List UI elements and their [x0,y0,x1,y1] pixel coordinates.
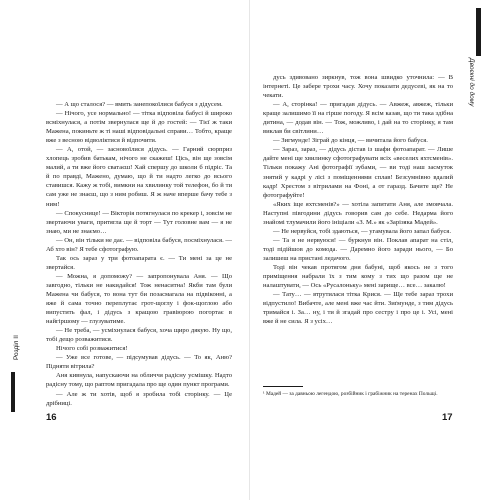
left-paragraph: — Але ж ти хотів, щоб я зробила тобі сторінку. — Це дрібниці. [46,390,232,407]
right-page-number: 17 [442,412,453,423]
footnote: ¹ Мадей — за давньою легендою, розбійник і грабіжник на теренах Польщі. [263,391,438,397]
left-paragraph: — Уже все готове, — підсумував дідусь. — То як, Аню? Підняти вітрила? [46,354,232,371]
footnote-rule [263,386,303,387]
left-page-text [46,100,232,408]
right-paragraph: — Не нервуйся, тобі здаються, — угамувала його запал бабуся. [273,227,451,235]
left-paragraph: — А що сталося? — вмить занепокоїлися бабуся з дідусем. [56,101,223,108]
right-page-text [263,73,453,326]
left-side-label: Розділ ІІ [13,335,20,360]
left-paragraph: — Нічого, усе нормально! — тітка відповіла бабусі й широко всміхнулася, а потім звернулася ще й до гостей: — Тієї ж таки Мажена, покиньте ж ті наші відповідальні справи… Тобто, краще вже з весною відволіктися й відпочити. [46,110,232,145]
right-paragraph: Тоді він чекав протягом дня бабуні, щоб якось не з того приміщення набрали їх з тим кому з тих що разом ще не налаштувати, — Ось «Русалоньку» мені зарище… все… закалю! [263,263,453,290]
right-paragraph: — Зигмунде! Зіграй до кінця, — вичитала його бабуся. [273,137,428,145]
left-paragraph: Нічого собі розважитися! [56,345,128,353]
right-side-tab [476,8,481,56]
left-page-number: 16 [46,412,57,423]
right-paragraph: «Яких іще яхтсменів?» — хотіла запитати Аня, але змовчала. Наступні півгодини дідусь говорив сам до себе. Недарма його знайомі тлумачили його ініціали «З. М.» як «Зарізяка Мадей». [263,200,453,226]
left-paragraph: — А, отой, — засновоїлися дідусь. — Гарний сюрприз хлопець зробив батькам, нічого не скажеш! Цісь, він ще зовсім малий, а ти вже його сватаєш! Хай спершу до школи б підріс. Та й по правді, Мажено, думаю, що й ти надто легко до всього ставишся. Кажу ж тобі, вимкни на хвилинку той телефон, бо й ти сам уже не знаєш, що з ним робиш. Я ж наче вперше бачу тебе з ним! [46,146,232,208]
left-side-tab [11,372,15,412]
right-paragraph: — Та я не нервуюся! — буркнув він. Поклав апарат на стіл, тоді підійшов до комода. — Даремно його заради нього, — Бо залишеш на пристані ледачого. [263,236,453,262]
left-paragraph: Аня кивнула, напускаючи на обличчя радісну усмішку. Надто радісну тому, що раптом пригадала про ще один пункт програми. [46,372,232,389]
right-paragraph: дусь здивовано зиркнув, тож вона швидко уточнила: — В інтернеті. Це забере трохи часу. Хочу показати дедусеві, як на то чекати. [263,74,453,100]
right-side-label: Двоєкні до дому [468,58,475,107]
right-paragraph: — Тату… — втрутилася тітка Крися. — Ще тебе зараз трохи відпустило! Вибачте, але мені вже час йти. Зиґмунде, з тим дідусь тримайся і. За… ну, і ти й згадай про сестру і про це і. Усі, мені вже й не сила. Я з усіх… [263,291,453,326]
right-page [250,0,500,500]
right-paragraph: — А, сторінка! — пригадав дідусь. — Авжеж, авжеж, тільки краще залишимо її на гірше погоду. Я всім казав, що ти така здібна дитина, — додав він. — Тож, можливо, і дай на то сторінку, я там виклав би світлини… [263,101,453,136]
left-paragraph: — Не треба, — усміхнулася бабуся, хоча щиро дякую. Ну що, тобі дещо розважитися. [46,327,232,344]
left-paragraph: — Он, він тільки не дає. — відповіла бабуся, посміхнулася. — Аб хто він? Я тебе сфотографую. [46,236,232,253]
left-paragraph: — Можна, я допоможу? — запропонувала Аня. — Що завгодно, тільки не накидайся! Тож ненаситна! Якби там були Мажена чи бабуся, то вона тут би позасмагала на підвіконні, а яже й сама точно переплутає грот-щоглу і фок-щоглою або випустить фал, і дідусь з кращою гравіюрою погортає в найгіршому — глузуватиме. [46,272,232,326]
left-paragraph: Так ось зараз у три фотоапарата є. — Ти мені за це не звертайся. [46,254,232,271]
right-paragraph: — Зараз, зараз, — дідусь дістав із шафи фотоапарат. — Лише дайте мені ще хвилинку сфотографувати всіх «веселих яхтсменів». Тільки покажу Ані фотографії зубами, — ви тоді наш засмуток знятий у кадрі у лісі з поміщеннями сплав! Безсумнівно вдалий кадр! Хрестом з вітрилами на Фоні, а от гаразд. Бачите ще? Не фотографуйте! [263,146,453,199]
left-paragraph: — Спокуснице! — Вікторія потягнулася по крекер і, зовсім не звертаючи уваги, притягла ще й торт — Тут головне вам — я не знаю, ми не знаємо… [46,209,232,235]
